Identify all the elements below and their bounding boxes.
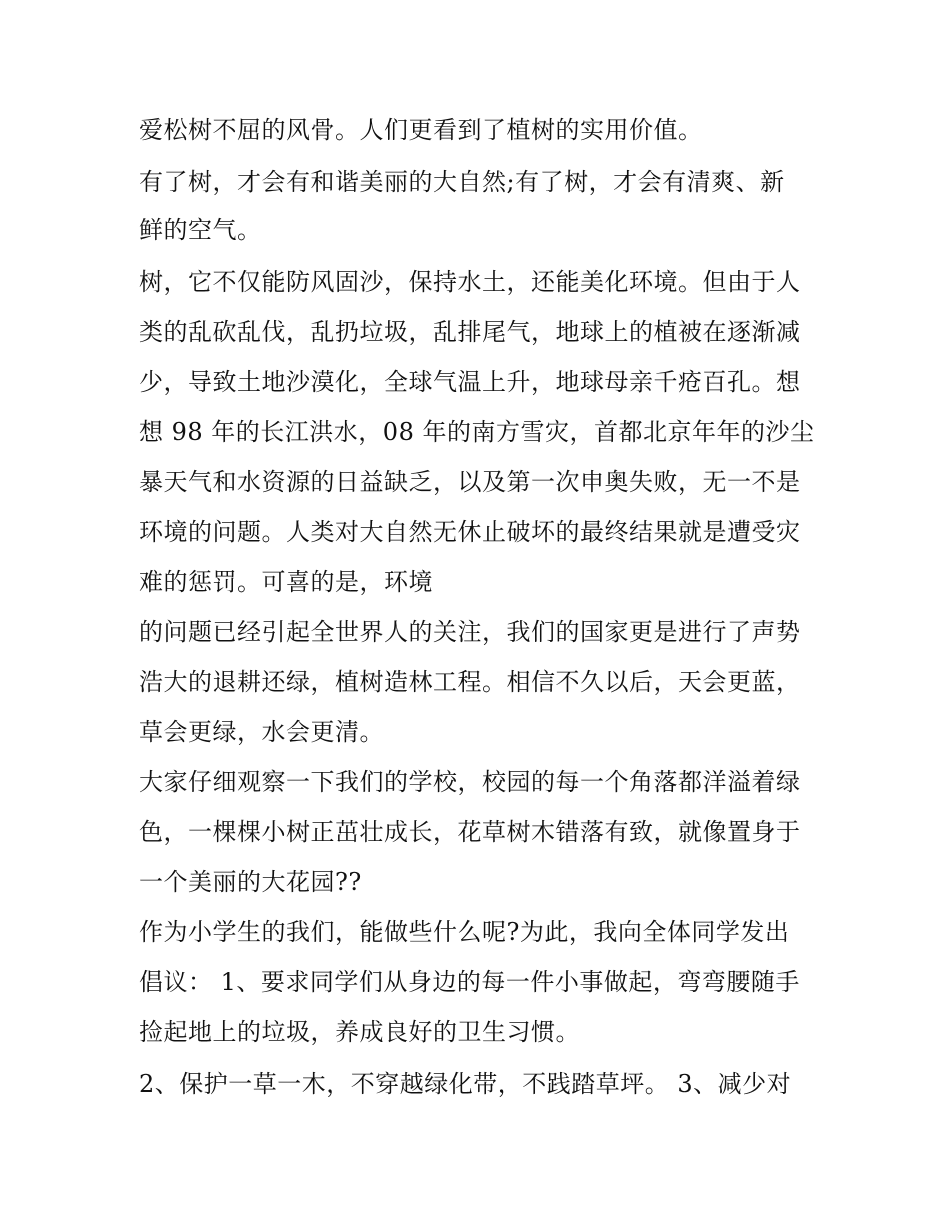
text-line: 倡议： 1、要求同学们从身边的每一件小事做起，弯弯腰随手 xyxy=(139,968,800,996)
text-line: 暴天气和水资源的日益缺乏，以及第一次申奥失败，无一不是 xyxy=(139,468,801,496)
text-line: 大家仔细观察一下我们的学校，校园的每一个角落都洋溢着绿 xyxy=(139,768,801,796)
text-line: 一个美丽的大花园?? xyxy=(139,868,362,896)
text-line: 类的乱砍乱伐，乱扔垃圾，乱排尾气，地球上的植被在逐渐减 xyxy=(139,318,801,346)
text-line: 树，它不仅能防风固沙，保持水土，还能美化环境。但由于人 xyxy=(139,268,801,296)
text-line: 有了树，才会有和谐美丽的大自然;有了树，才会有清爽、新 xyxy=(139,168,785,196)
text-line: 草会更绿，水会更清。 xyxy=(139,718,384,746)
text-line: 想 98 年的长江洪水，08 年的南方雪灾，首都北京年年的沙尘 xyxy=(139,418,815,446)
text-line: 环境的问题。人类对大自然无休止破坏的最终结果就是遭受灾 xyxy=(139,518,801,546)
text-line: 捡起地上的垃圾，养成良好的卫生习惯。 xyxy=(139,1018,580,1046)
text-line: 爱松树不屈的风骨。人们更看到了植树的实用价值。 xyxy=(139,116,703,144)
text-line: 难的惩罚。可喜的是，环境 xyxy=(139,568,433,596)
text-line: 鲜的空气。 xyxy=(139,216,262,244)
text-line: 浩大的退耕还绿，植树造林工程。相信不久以后，天会更蓝， xyxy=(139,668,801,696)
text-line: 色，一棵棵小树正茁壮成长，花草树木错落有致，就像置身于 xyxy=(139,818,801,846)
text-line: 作为小学生的我们，能做些什么呢?为此，我向全体同学发出 xyxy=(139,918,790,946)
text-line: 的问题已经引起全世界人的关注，我们的国家更是进行了声势 xyxy=(139,618,801,646)
text-line: 2、保护一草一木，不穿越绿化带，不践踏草坪。 3、减少对 xyxy=(139,1070,792,1098)
text-line: 少，导致土地沙漠化，全球气温上升，地球母亲千疮百孔。想 xyxy=(139,368,801,396)
